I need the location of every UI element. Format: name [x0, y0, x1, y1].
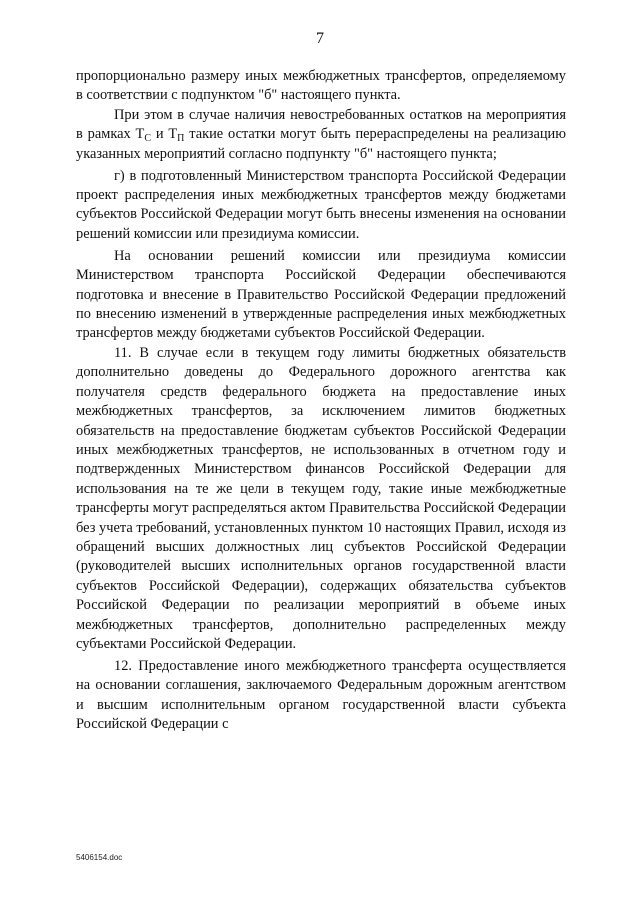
document-body	[76, 67, 566, 735]
paragraph-item-12: 12. Предоставление иного межбюджетного трансферта осуществляется на основании соглашения, заключаемого Федеральным дорожным агентством и высшим исполнительным органом государственной власти субъекта Российской Федерации с	[76, 657, 566, 733]
page-number: 7	[316, 30, 324, 47]
subscript-c: С	[144, 133, 151, 145]
paragraph-text-part: При этом в случае наличия невостребованных остатков на мероприятия в рамках Т	[76, 106, 566, 143]
subscript-p: П	[177, 133, 185, 145]
paragraph-text-part: и Т	[150, 126, 178, 143]
paragraph-text-part: такие остатки могут быть перераспределены на реализацию указанных мероприятий согласно подпункту "б" настоящего пункта;	[76, 126, 567, 162]
paragraph-item-11: 11. В случае если в текущем году лимиты бюджетных обязательств дополнительно доведены до Федерального дорожного агентства как получателя средств федерального бюджета на предоставление иных межбюджетных трансфертов, за исключением лимитов бюджетных обязательств на предоставление бюджетам субъектов Российской Федерации иных межбюджетных трансфертов, не использованных в отчетном году и подтвержденных Министерством финансов Российской Федерации для использования на те же цели в текущем году, такие иные межбюджетные трансферты могут распределяться актом Правительства Российской Федерации без учета требований, установленных пунктом 10 настоящих Правил, исходя из обращений высших должностных лиц субъектов Российской Федерации (руководителей высших исполнительных органов государственной власти субъектов Российской Федерации), содержащих обязательства субъектов Российской Федерации по реализации мероприятий в объеме иных межбюджетных трансфертов, дополнительно распределенных между субъектами Российской Федерации.	[76, 344, 566, 652]
paragraph-continuation: пропорционально размеру иных межбюджетных трансфертов, определяемому в соответствии с подпунктом "б" настоящего пункта.	[76, 68, 566, 104]
paragraph-subitem-g: г) в подготовленный Министерством транспорта Российской Федерации проект распределения иных межбюджетных трансфертов между бюджетами субъектов Российской Федерации могут быть внесены изменения на основании решений комиссии или президиума комиссии.	[76, 167, 566, 242]
paragraph-remaining-balances	[76, 106, 566, 164]
paragraph-commission-decisions: На основании решений комиссии или президиума комиссии Министерством транспорта Российской Федерации обеспечиваются подготовка и внесение в Правительство Российской Федерации предложений по внесению изменений в утвержденные распределения иных межбюджетных трансфертов между бюджетами субъектов Российской Федерации.	[76, 247, 566, 342]
footer-filename: 5406154.doc	[76, 853, 123, 862]
